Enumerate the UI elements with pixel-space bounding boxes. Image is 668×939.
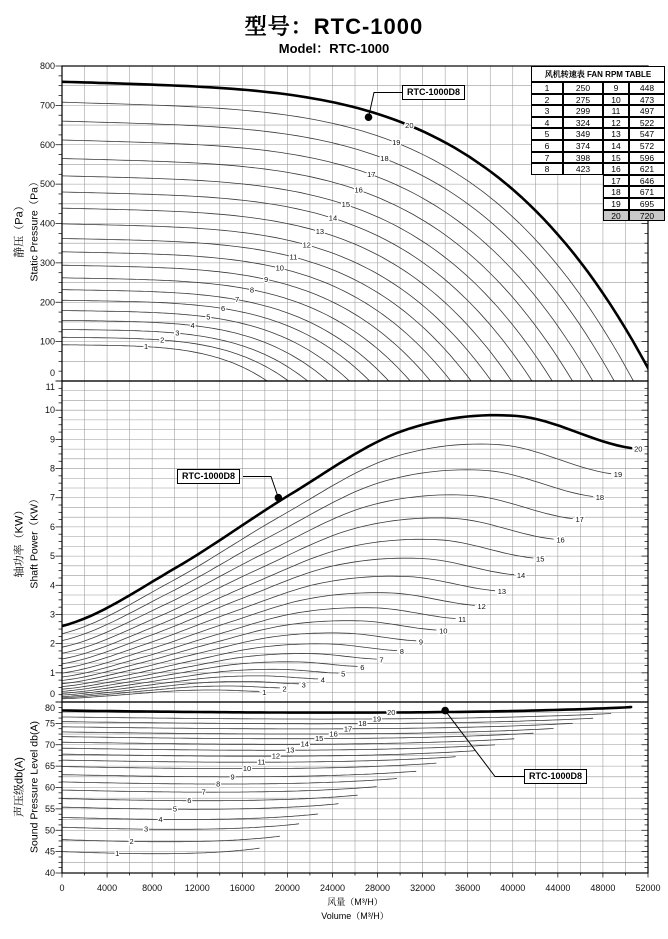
volume-axis-title <box>62 896 648 923</box>
fan-no-cell: 5 <box>531 128 563 140</box>
curve-label: 6 <box>360 662 365 672</box>
fan-curve-sound_pressure_curves-4 <box>62 814 318 820</box>
curve-label: 20 <box>405 120 414 130</box>
y-tick-label: 70 <box>44 739 55 750</box>
curve-label: 10 <box>242 764 252 774</box>
curve-label: 19 <box>613 470 623 480</box>
y-tick-label: 11 <box>45 382 55 392</box>
curve-label: 7 <box>379 655 384 665</box>
model-callout-sound: RTC-1000D8 <box>524 769 587 784</box>
model-callout-pressure: RTC-1000D8 <box>402 85 465 100</box>
rpm-cell: 398 <box>563 152 603 164</box>
y-tick-label: 4 <box>49 580 55 591</box>
curve-label: 19 <box>372 714 382 724</box>
fan-curve-static_pressure_curves-6 <box>62 300 370 381</box>
curve-label: 11 <box>289 252 298 262</box>
y-tick-label: 500 <box>39 179 55 190</box>
curve-label: 20 <box>634 444 643 454</box>
y-tick-label: 800 <box>39 61 55 71</box>
curve-label: 18 <box>380 154 389 164</box>
fan-no-cell: 13 <box>603 128 629 140</box>
rpm-cell: 299 <box>563 105 603 117</box>
marker-dot <box>441 707 449 715</box>
y-tick-label: 400 <box>39 218 55 229</box>
rpm-cell: 621 <box>629 163 665 175</box>
fan-no-cell: 4 <box>531 117 563 129</box>
curve-label: 4 <box>190 320 195 330</box>
y-tick-label: 45 <box>44 846 55 857</box>
y-tick-label: 10 <box>44 405 55 416</box>
x-tick-label: 48000 <box>590 883 616 893</box>
curve-label: 8 <box>216 779 221 789</box>
x-tick-label: 8000 <box>142 883 163 893</box>
page-subtitle: Model：RTC-1000 <box>278 41 390 56</box>
curve-label: 15 <box>536 554 545 564</box>
fan-no-cell: 2 <box>531 94 563 106</box>
fan-curve-sound_pressure_curves-8 <box>62 779 397 785</box>
curve-label: 1 <box>144 342 149 352</box>
callout-line <box>445 711 524 777</box>
y-tick-label: 40 <box>44 868 55 878</box>
axis-title-en: Static Pressure（Pa） <box>28 176 41 282</box>
rpm-cell: 275 <box>563 94 603 106</box>
rpm-cell: 646 <box>629 175 665 187</box>
y-tick-label: 600 <box>39 139 55 150</box>
x-tick-label: 12000 <box>184 883 210 893</box>
axis-title-cn: 轴功率（KW） <box>13 504 26 578</box>
rpm-cell <box>563 198 603 210</box>
curve-label: 13 <box>315 227 325 237</box>
fan-no-cell: 11 <box>603 105 629 117</box>
curve-label: 11 <box>257 757 266 767</box>
fan-curve-sound_pressure_curves-1 <box>62 848 259 854</box>
fan-curve-static_pressure_curves-17 <box>62 140 593 381</box>
curve-label: 16 <box>329 729 338 739</box>
curve-label: 16 <box>556 535 565 545</box>
sound-level-axis-title <box>12 721 41 853</box>
curve-label: 9 <box>263 274 269 284</box>
rpm-cell: 374 <box>563 140 603 152</box>
curve-label: 15 <box>314 734 324 744</box>
y-tick-label: 60 <box>44 782 55 793</box>
x-tick-label: 4000 <box>97 883 118 893</box>
rpm-cell: 596 <box>629 152 665 164</box>
fan-no-cell: 6 <box>531 140 563 152</box>
rpm-cell <box>563 186 603 198</box>
x-tick-label: 16000 <box>229 883 255 893</box>
curve-label: 12 <box>477 601 486 611</box>
y-tick-label: 300 <box>39 257 55 268</box>
curve-label: 6 <box>187 796 192 806</box>
fan-curve-static_pressure_curves-16 <box>62 159 573 382</box>
curve-label: 14 <box>516 571 526 581</box>
fan-curve-static_pressure_curves-8 <box>62 278 410 381</box>
fan-no-cell: 12 <box>603 117 629 129</box>
axis-title-en: Sound Pressure Level db(A) <box>28 721 41 853</box>
curve-label: 13 <box>286 745 295 755</box>
curve-label: 5 <box>341 669 346 679</box>
fan-no-cell: 18 <box>603 186 629 198</box>
rpm-cell: 720 <box>629 210 665 222</box>
y-tick-label: 5 <box>49 551 55 562</box>
rpm-cell: 695 <box>629 198 665 210</box>
y-tick-label: 3 <box>49 609 55 620</box>
fan-no-cell: 15 <box>603 152 629 164</box>
fan-no-cell <box>531 186 563 198</box>
fan-curve-shaft_power_curves-10 <box>62 621 436 681</box>
fan-no-cell: 9 <box>603 82 629 94</box>
rpm-cell <box>563 210 603 222</box>
curve-label: 11 <box>458 614 467 624</box>
curve-label: 2 <box>129 836 134 846</box>
x-tick-label: 0 <box>59 883 65 893</box>
marker-dot <box>275 494 283 502</box>
y-tick-label: 7 <box>49 492 55 503</box>
fan-no-cell: 8 <box>531 163 563 175</box>
fan-rpm-table <box>531 66 665 221</box>
curve-label: 17 <box>367 170 376 180</box>
page-title: 型号：RTC-1000 <box>244 14 424 39</box>
curve-label: 18 <box>358 719 367 729</box>
curve-label: 16 <box>354 185 363 195</box>
rpm-cell: 250 <box>563 82 603 94</box>
fan-curve-sound_pressure_curves-16 <box>62 729 553 735</box>
fan-no-cell: 3 <box>531 105 563 117</box>
fan-curve-static_pressure_curves-15 <box>62 176 552 381</box>
curve-label: 4 <box>158 814 163 824</box>
rpm-cell: 448 <box>629 82 665 94</box>
fan-curve-static_pressure_curves-3 <box>62 329 308 381</box>
curve-label: 15 <box>341 200 351 210</box>
curve-label: 3 <box>143 824 149 834</box>
curve-label: 2 <box>282 684 287 694</box>
axis-title-en: Shaft Power（KW） <box>28 493 41 589</box>
fan-no-cell: 16 <box>603 163 629 175</box>
fan-curve-sound_pressure_curves-3 <box>62 824 299 830</box>
fan-curve-static_pressure_curves-11 <box>62 239 471 382</box>
axis-title-cn: 风量（M³/H） <box>327 897 383 907</box>
fan-curve-sound_pressure_curves-9 <box>62 771 416 777</box>
fan-curve-sound_pressure_curves-5 <box>62 804 338 810</box>
curve-label: 9 <box>230 772 235 782</box>
curve-label: 5 <box>206 312 211 322</box>
fan-curve-static_pressure_curves-7 <box>62 290 389 381</box>
rpm-cell: 522 <box>629 117 665 129</box>
rpm-cell: 497 <box>629 105 665 117</box>
fan-curve-shaft_power_curves-13 <box>62 576 495 669</box>
fan-no-cell: 17 <box>603 175 629 187</box>
curve-label: 4 <box>320 675 325 685</box>
rpm-cell: 572 <box>629 140 665 152</box>
curve-label: 7 <box>201 787 206 797</box>
curve-label: 13 <box>497 587 507 597</box>
rpm-cell: 423 <box>563 163 603 175</box>
y-tick-label: 700 <box>39 100 55 111</box>
model-callout-power: RTC-1000D8 <box>177 469 240 484</box>
x-tick-label: 32000 <box>410 883 436 893</box>
y-tick-label: 75 <box>44 718 55 729</box>
fan-no-cell: 14 <box>603 140 629 152</box>
fan-curve-sound_pressure_curves-19 <box>62 714 611 720</box>
y-tick-label: 6 <box>49 521 55 532</box>
fan-no-cell: 19 <box>603 198 629 210</box>
curve-label: 7 <box>235 295 240 305</box>
x-tick-label: 24000 <box>319 883 345 893</box>
shaft_power_curves-group <box>62 415 631 699</box>
fan-curve-sound_pressure_curves-20 <box>62 707 631 713</box>
curve-label: 1 <box>262 687 267 697</box>
rpm-cell: 671 <box>629 186 665 198</box>
y-tick-label: 50 <box>44 825 55 836</box>
y-tick-label: 100 <box>39 336 55 347</box>
curve-label: 3 <box>175 328 180 338</box>
y-tick-label: 65 <box>44 761 55 772</box>
marker-dot <box>365 113 373 121</box>
curve-label: 20 <box>387 707 396 717</box>
y-tick-label: 8 <box>49 463 55 474</box>
x-tick-label: 40000 <box>500 883 526 893</box>
x-tick-label: 36000 <box>455 883 481 893</box>
rpm-cell: 547 <box>629 128 665 140</box>
fan-curve-shaft_power_curves-16 <box>62 518 553 653</box>
x-tick-label: 52000 <box>635 883 661 893</box>
y-tick-label: 0 <box>49 368 55 378</box>
fan-curve-static_pressure_curves-14 <box>62 192 532 381</box>
axis-title-en: Volume（M³/H） <box>321 910 389 921</box>
curve-label: 14 <box>300 739 309 749</box>
curve-label: 9 <box>418 637 424 647</box>
fan-rpm-table-header: 风机转速表 FAN RPM TABLE <box>531 66 665 82</box>
x-tick-label: 44000 <box>545 883 571 893</box>
curve-label: 2 <box>160 335 165 345</box>
rpm-cell <box>563 175 603 187</box>
fan-curve-sound_pressure_curves-13 <box>62 745 495 751</box>
fan-no-cell: 20 <box>603 210 629 222</box>
rpm-cell: 349 <box>563 128 603 140</box>
fan-curve-shaft_power_curves-6 <box>62 662 357 692</box>
curve-label: 19 <box>392 138 401 148</box>
fan-curve-sound_pressure_curves-17 <box>62 723 573 729</box>
fan-no-cell <box>531 175 563 187</box>
y-tick-label: 55 <box>44 803 55 814</box>
fan-curve-static_pressure_curves-2 <box>62 337 289 381</box>
y-tick-label: 9 <box>49 434 55 445</box>
curve-label: 12 <box>302 240 311 250</box>
axis-title-cn: 静压（Pa） <box>13 200 26 258</box>
fan-no-cell <box>531 210 563 222</box>
curve-label: 17 <box>575 515 584 525</box>
fan-no-cell: 1 <box>531 82 563 94</box>
fan-no-cell: 10 <box>603 94 629 106</box>
curve-label: 17 <box>343 724 353 734</box>
fan-no-cell <box>531 198 563 210</box>
curve-label: 18 <box>595 493 605 503</box>
curve-label: 14 <box>328 213 338 223</box>
x-tick-label: 28000 <box>365 883 391 893</box>
rpm-cell: 324 <box>563 117 603 129</box>
curve-label: 6 <box>221 304 226 314</box>
curve-label: 8 <box>399 647 404 657</box>
curve-label: 10 <box>275 263 284 273</box>
curve-label: 1 <box>115 848 120 858</box>
rpm-cell: 473 <box>629 94 665 106</box>
axis-title-cn: 声压级db(A) <box>13 757 26 817</box>
y-tick-label: 1 <box>49 667 55 678</box>
shaft-power-axis-title <box>12 493 41 588</box>
fan-curve-static_pressure_curves-1 <box>62 345 267 381</box>
y-tick-label: 2 <box>49 638 55 649</box>
y-tick-label: 80 <box>44 703 55 713</box>
callout-line <box>243 477 278 498</box>
x-tick-label: 20000 <box>274 883 300 893</box>
curve-label: 8 <box>249 285 255 295</box>
curve-label: 3 <box>301 680 306 690</box>
y-tick-label: 200 <box>39 297 55 308</box>
fan-curve-shaft_power_curves-15 <box>62 539 533 659</box>
static-pressure-axis-title <box>12 176 41 281</box>
curve-label: 5 <box>172 804 178 814</box>
y-tick-label: 0 <box>49 689 55 699</box>
curve-label: 12 <box>271 751 281 761</box>
fan-no-cell: 7 <box>531 152 563 164</box>
fan-curve-static_pressure_curves-4 <box>62 320 328 381</box>
curve-label: 10 <box>439 626 448 636</box>
